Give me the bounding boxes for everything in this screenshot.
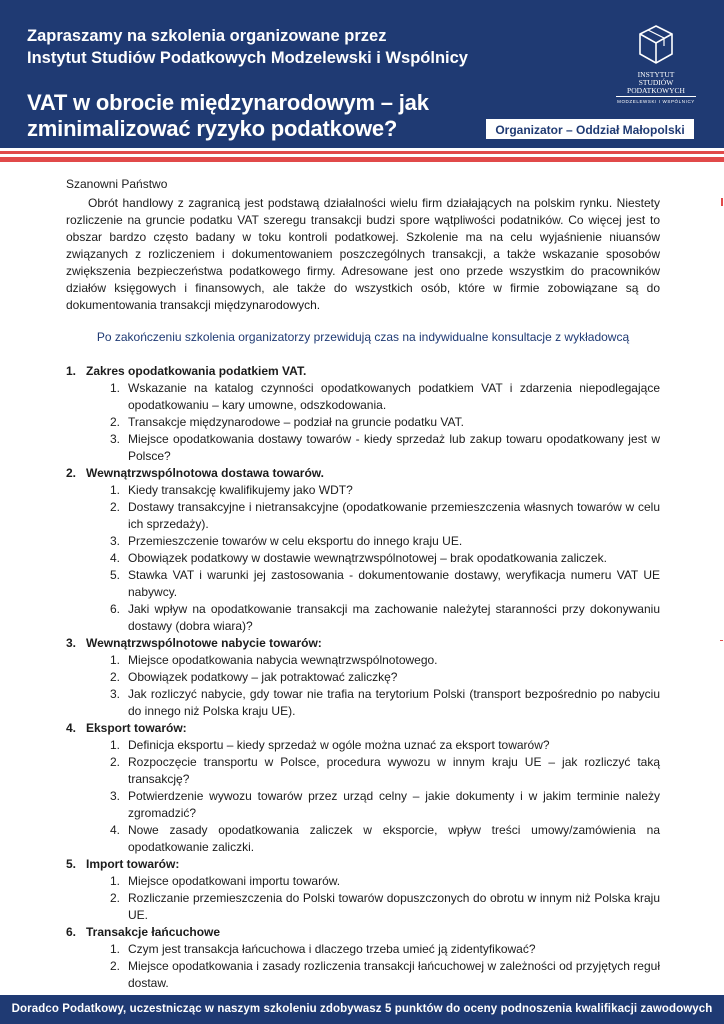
list-item — [86, 754, 660, 788]
program-section — [66, 465, 660, 635]
item-text: Jak rozliczyć nabycie, gdy towar nie trafia na terytorium Polski (transport bezpośrednio po nabyciu do innego niż Polska kraju UE). — [128, 687, 660, 718]
list-item — [86, 669, 660, 686]
item-text: Przemieszczenie towarów w celu eksportu do innego kraju UE. — [128, 534, 463, 548]
section-number: 4. — [66, 721, 77, 735]
item-text: Obowiązek podatkowy – jak potraktować zaliczkę? — [128, 670, 398, 684]
program-list — [66, 363, 660, 1009]
list-item — [86, 567, 660, 601]
intro-line-1: Zapraszamy na szkolenia organizowane przez — [27, 27, 387, 45]
edge-mark — [721, 198, 723, 206]
footer-banner: Doradco Podatkowy, uczestnicząc w naszym szkoleniu zdobywasz 5 punktów do oceny podnoszenia kwalifikacji zawodowych — [0, 995, 724, 1024]
accent-stripe-thick — [0, 157, 724, 162]
item-number: 1. — [109, 483, 120, 497]
item-number: 3. — [109, 432, 120, 446]
item-number: 2. — [109, 755, 120, 769]
item-text: Rozpoczęcie transportu w Polsce, procedura wywozu w innym kraju UE – jak rozliczyć taką transakcję? — [128, 755, 660, 786]
section-number: 3. — [66, 636, 77, 650]
item-number: 3. — [109, 789, 120, 803]
list-item — [86, 414, 660, 431]
list-item — [86, 533, 660, 550]
item-text: Rozliczanie przemieszczenia do Polski towarów dopuszczonych do obrotu w innym niż Polska kraju UE. — [128, 891, 660, 922]
item-text: Jaki wpływ na opodatkowanie transakcji ma zachowanie należytej staranności przy dokonywaniu dostawy (dobra wiara)? — [128, 602, 660, 633]
item-number: 2. — [109, 891, 120, 905]
logo-divider — [616, 96, 696, 97]
item-text: Czym jest transakcja łańcuchowa i dlaczego trzeba umieć ją zidentyfikować? — [128, 942, 536, 956]
list-item — [86, 958, 660, 992]
title-line-1: VAT w obrocie międzynarodowym – jak — [27, 90, 429, 115]
section-title: Zakres opodatkowania podatkiem VAT. — [86, 364, 307, 378]
list-item — [86, 380, 660, 414]
item-number: 2. — [109, 500, 120, 514]
section-number: 1. — [66, 364, 77, 378]
list-item — [86, 788, 660, 822]
list-item — [86, 499, 660, 533]
intro-paragraph: Obrót handlowy z zagranicą jest podstawą działalności wielu firm działających na polskim rynku. Niestety rozliczenie na gruncie podatku VAT szeregu transakcji budzi spore wątpliwości podatników. Co więcej jest to obszar bardzo często badany w toku kontroli podatkowej. Szkolenie ma na celu wyjaśnienie niuansów związanych z rozliczeniem i dokumentowaniem poszczególnych transakcji, a także wskazanie sposobów zwiększenia bezpieczeństwa podatkowego firmy. Adresowane jest ono przede wszystkim do pracowników działów księgowych i finansowych, ale także do wszystkich osób, które w firmie zobowiązane są do dokumentowania transakcji międzynarodowych. — [66, 196, 660, 312]
organizer-badge: Organizator – Oddział Małopolski — [485, 118, 695, 140]
document-body — [66, 176, 660, 1009]
page-title — [27, 90, 429, 142]
list-item — [86, 601, 660, 635]
list-item — [86, 431, 660, 465]
program-section — [66, 856, 660, 924]
item-number: 3. — [109, 687, 120, 701]
item-number: 1. — [109, 874, 120, 888]
section-title: Wewnątrzwspólnotowa dostawa towarów. — [86, 466, 325, 480]
item-number: 1. — [109, 738, 120, 752]
list-item — [86, 482, 660, 499]
title-line-2: zminimalizować ryzyko podatkowe? — [27, 116, 398, 141]
item-number: 2. — [109, 415, 120, 429]
item-number: 6. — [109, 602, 120, 616]
item-text: Transakcje międzynarodowe – podział na gruncie podatku VAT. — [128, 415, 464, 429]
section-items — [86, 482, 660, 635]
program-section — [66, 363, 660, 465]
section-items — [86, 652, 660, 720]
item-number: 1. — [109, 381, 120, 395]
header-banner — [0, 0, 724, 148]
item-number: 2. — [109, 959, 120, 973]
accent-stripe-thin — [0, 151, 724, 154]
item-text: Nowe zasady opodatkowania zaliczek w eksporcie, wpływ treści umowy/zamówienia na opodatkowanie zaliczki. — [128, 823, 660, 854]
section-title: Import towarów: — [86, 857, 180, 871]
section-title: Transakcje łańcuchowe — [86, 925, 221, 939]
program-section — [66, 720, 660, 856]
list-item — [86, 686, 660, 720]
item-text: Wskazanie na katalog czynności opodatkowanych podatkiem VAT i zdarzenia niepodlegające opodatkowaniu – kary umowne, odszkodowania. — [128, 381, 660, 412]
header-intro — [27, 25, 468, 69]
item-text: Obowiązek podatkowy w dostawie wewnątrzwspólnotowej – brak opodatkowania zaliczek. — [128, 551, 607, 565]
list-item — [86, 822, 660, 856]
list-item — [86, 550, 660, 567]
edge-mark — [720, 640, 723, 641]
program-section — [66, 635, 660, 720]
item-number: 2. — [109, 670, 120, 684]
item-text: Dostawy transakcyjne i nietransakcyjne (opodatkowanie przemieszczenia własnych towarów w celu ich sprzedaży). — [128, 500, 660, 531]
institute-logo — [612, 24, 700, 108]
list-item — [86, 652, 660, 669]
section-number: 6. — [66, 925, 77, 939]
list-item — [86, 941, 660, 958]
list-item — [86, 737, 660, 754]
logo-text-1: INSTYTUT — [637, 70, 675, 79]
section-title: Eksport towarów: — [86, 721, 187, 735]
list-item — [86, 890, 660, 924]
section-items — [86, 737, 660, 856]
item-number: 1. — [109, 653, 120, 667]
item-text: Potwierdzenie wywozu towarów przez urząd celny – jakie dokumenty i w jakim terminie należy zgromadzić? — [128, 789, 660, 820]
item-number: 3. — [109, 534, 120, 548]
section-title: Wewnątrzwspólnotowe nabycie towarów: — [86, 636, 322, 650]
intro-line-2: Instytut Studiów Podatkowych Modzelewski i Wspólnicy — [27, 49, 468, 67]
logo-text-3: PODATKOWYCH — [627, 86, 685, 95]
item-text: Kiedy transakcję kwalifikujemy jako WDT? — [128, 483, 353, 497]
consultation-note: Po zakończeniu szkolenia organizatorzy przewidują czas na indywidualne konsultacje z wykładowcą — [96, 330, 630, 344]
section-items — [86, 873, 660, 924]
list-item — [86, 873, 660, 890]
section-number: 2. — [66, 466, 77, 480]
section-items — [86, 380, 660, 465]
item-text: Definicja eksportu – kiedy sprzedaż w ogóle można uznać za eksport towarów? — [128, 738, 550, 752]
cube-logo-icon — [637, 24, 675, 66]
section-number: 5. — [66, 857, 77, 871]
item-number: 5. — [109, 568, 120, 582]
item-text: Miejsce opodatkowania i zasady rozliczenia transakcji łańcuchowej w zależności od przyjętych reguł dostaw. — [128, 959, 660, 990]
item-number: 4. — [109, 823, 120, 837]
item-text: Miejsce opodatkowani importu towarów. — [128, 874, 341, 888]
logo-text-2: STUDIÓW — [638, 78, 674, 87]
item-text: Miejsce opodatkowania dostawy towarów - kiedy sprzedaż lub zakup towaru opodatkowany jest w Polsce? — [128, 432, 660, 463]
greeting: Szanowni Państwo — [66, 177, 168, 191]
item-number: 4. — [109, 551, 120, 565]
item-text: Stawka VAT i warunki jej zastosowania - dokumentowanie dostawy, weryfikacja numeru VAT UE nabywcy. — [128, 568, 660, 599]
logo-text-4: MODZELEWSKI I WSPÓLNICY — [617, 99, 695, 104]
item-number: 1. — [109, 942, 120, 956]
item-text: Miejsce opodatkowania nabycia wewnątrzwspólnotowego. — [128, 653, 438, 667]
